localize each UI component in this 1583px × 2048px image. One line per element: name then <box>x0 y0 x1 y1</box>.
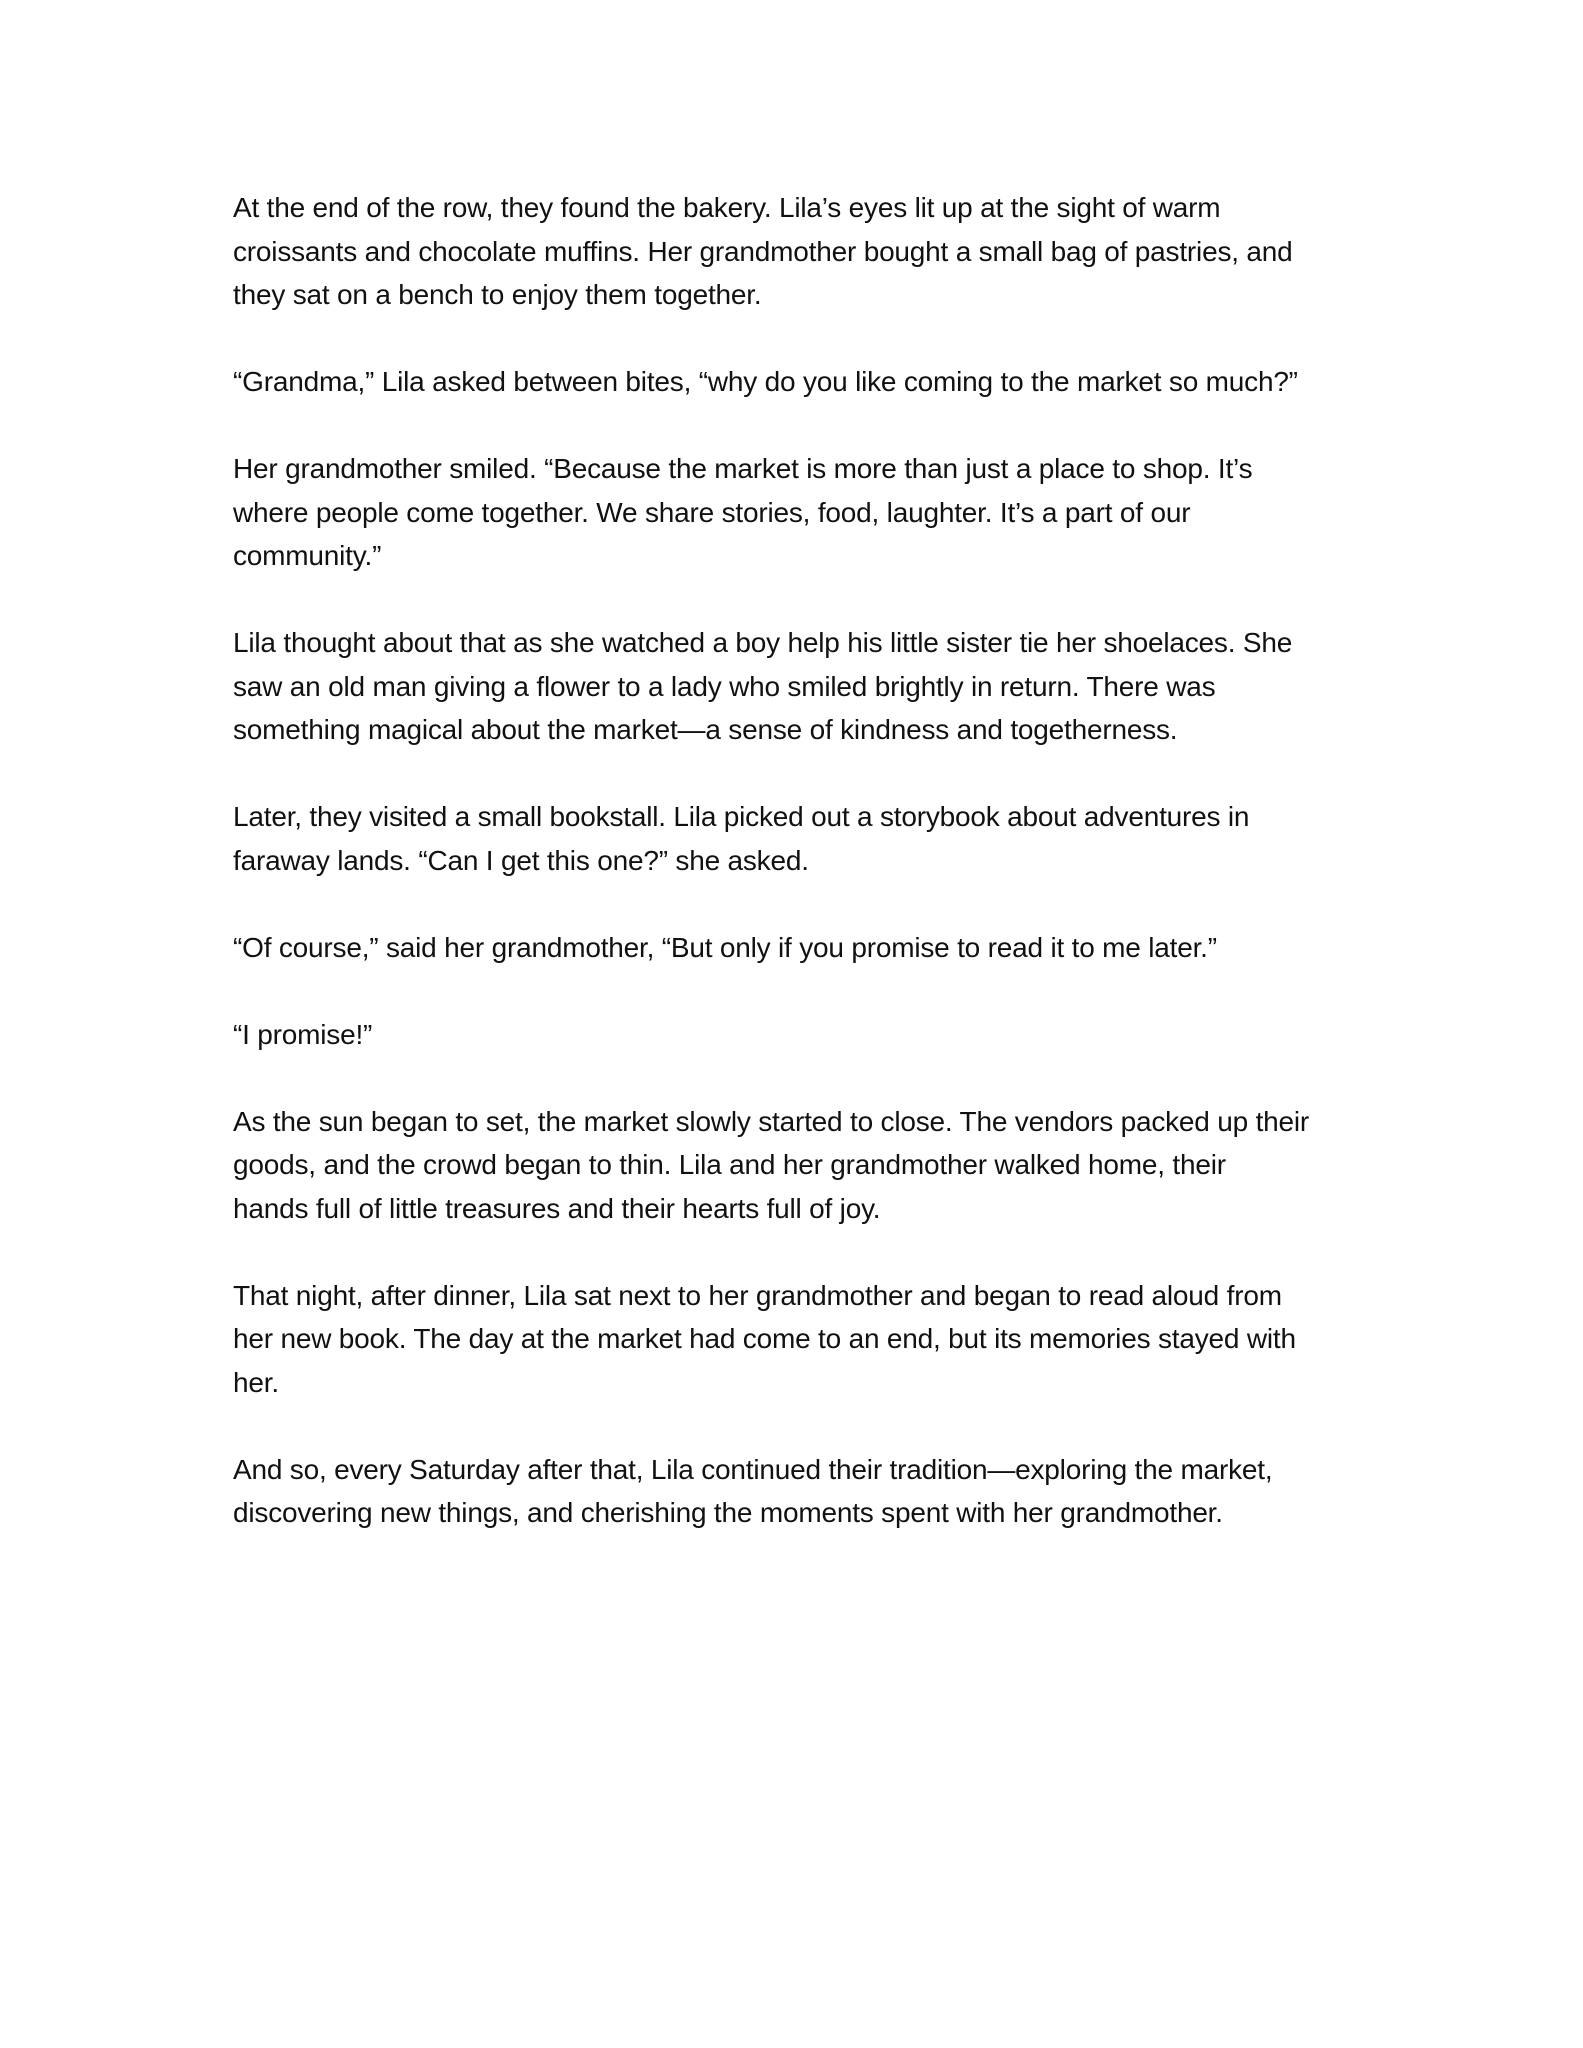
paragraph-grandma-question: “Grandma,” Lila asked between bites, “why do you like coming to the market so much?” <box>233 366 1298 397</box>
story-text <box>233 186 1363 1535</box>
paragraph-bakery: At the end of the row, they found the bakery. Lila’s eyes lit up at the sight of warm croissants and chocolate muffins. Her grandmother bought a small bag of pastries, and they sat on a bench to enjoy them together. <box>233 192 1293 310</box>
paragraph-lila-thought: Lila thought about that as she watched a boy help his little sister tie her shoelaces. She saw an old man giving a flower to a lady who smiled brightly in return. There was something magical about the market—a sense of kindness and togetherness. <box>233 627 1293 745</box>
paragraph-i-promise: “I promise!” <box>233 1018 373 1050</box>
paragraph-grandmother-answer: Her grandmother smiled. “Because the market is more than just a place to shop. It’s where people come together. We share stories, food, laughter. It’s a part of our community.” <box>233 453 1253 571</box>
paragraph-bookstall: Later, they visited a small bookstall. Lila picked out a storybook about adventures in faraway lands. “Can I get this one?” she asked. <box>233 801 1250 876</box>
paragraph-every-saturday: And so, every Saturday after that, Lila continued their tradition—exploring the market, discovering new things, and cherishing the moments spent with her grandmother. <box>233 1453 1273 1528</box>
paragraph-that-night: That night, after dinner, Lila sat next to her grandmother and began to read aloud from her new book. The day at the market had come to an end, but its memories stayed with her. <box>233 1279 1296 1398</box>
paragraph-of-course: “Of course,” said her grandmother, “But only if you promise to read it to me later.” <box>233 931 1217 963</box>
paragraph-sunset: As the sun began to set, the market slowly started to close. The vendors packed up their goods, and the crowd began to thin. Lila and her grandmother walked home, their hands full of little treasures and their hearts full of joy. <box>233 1105 1310 1224</box>
